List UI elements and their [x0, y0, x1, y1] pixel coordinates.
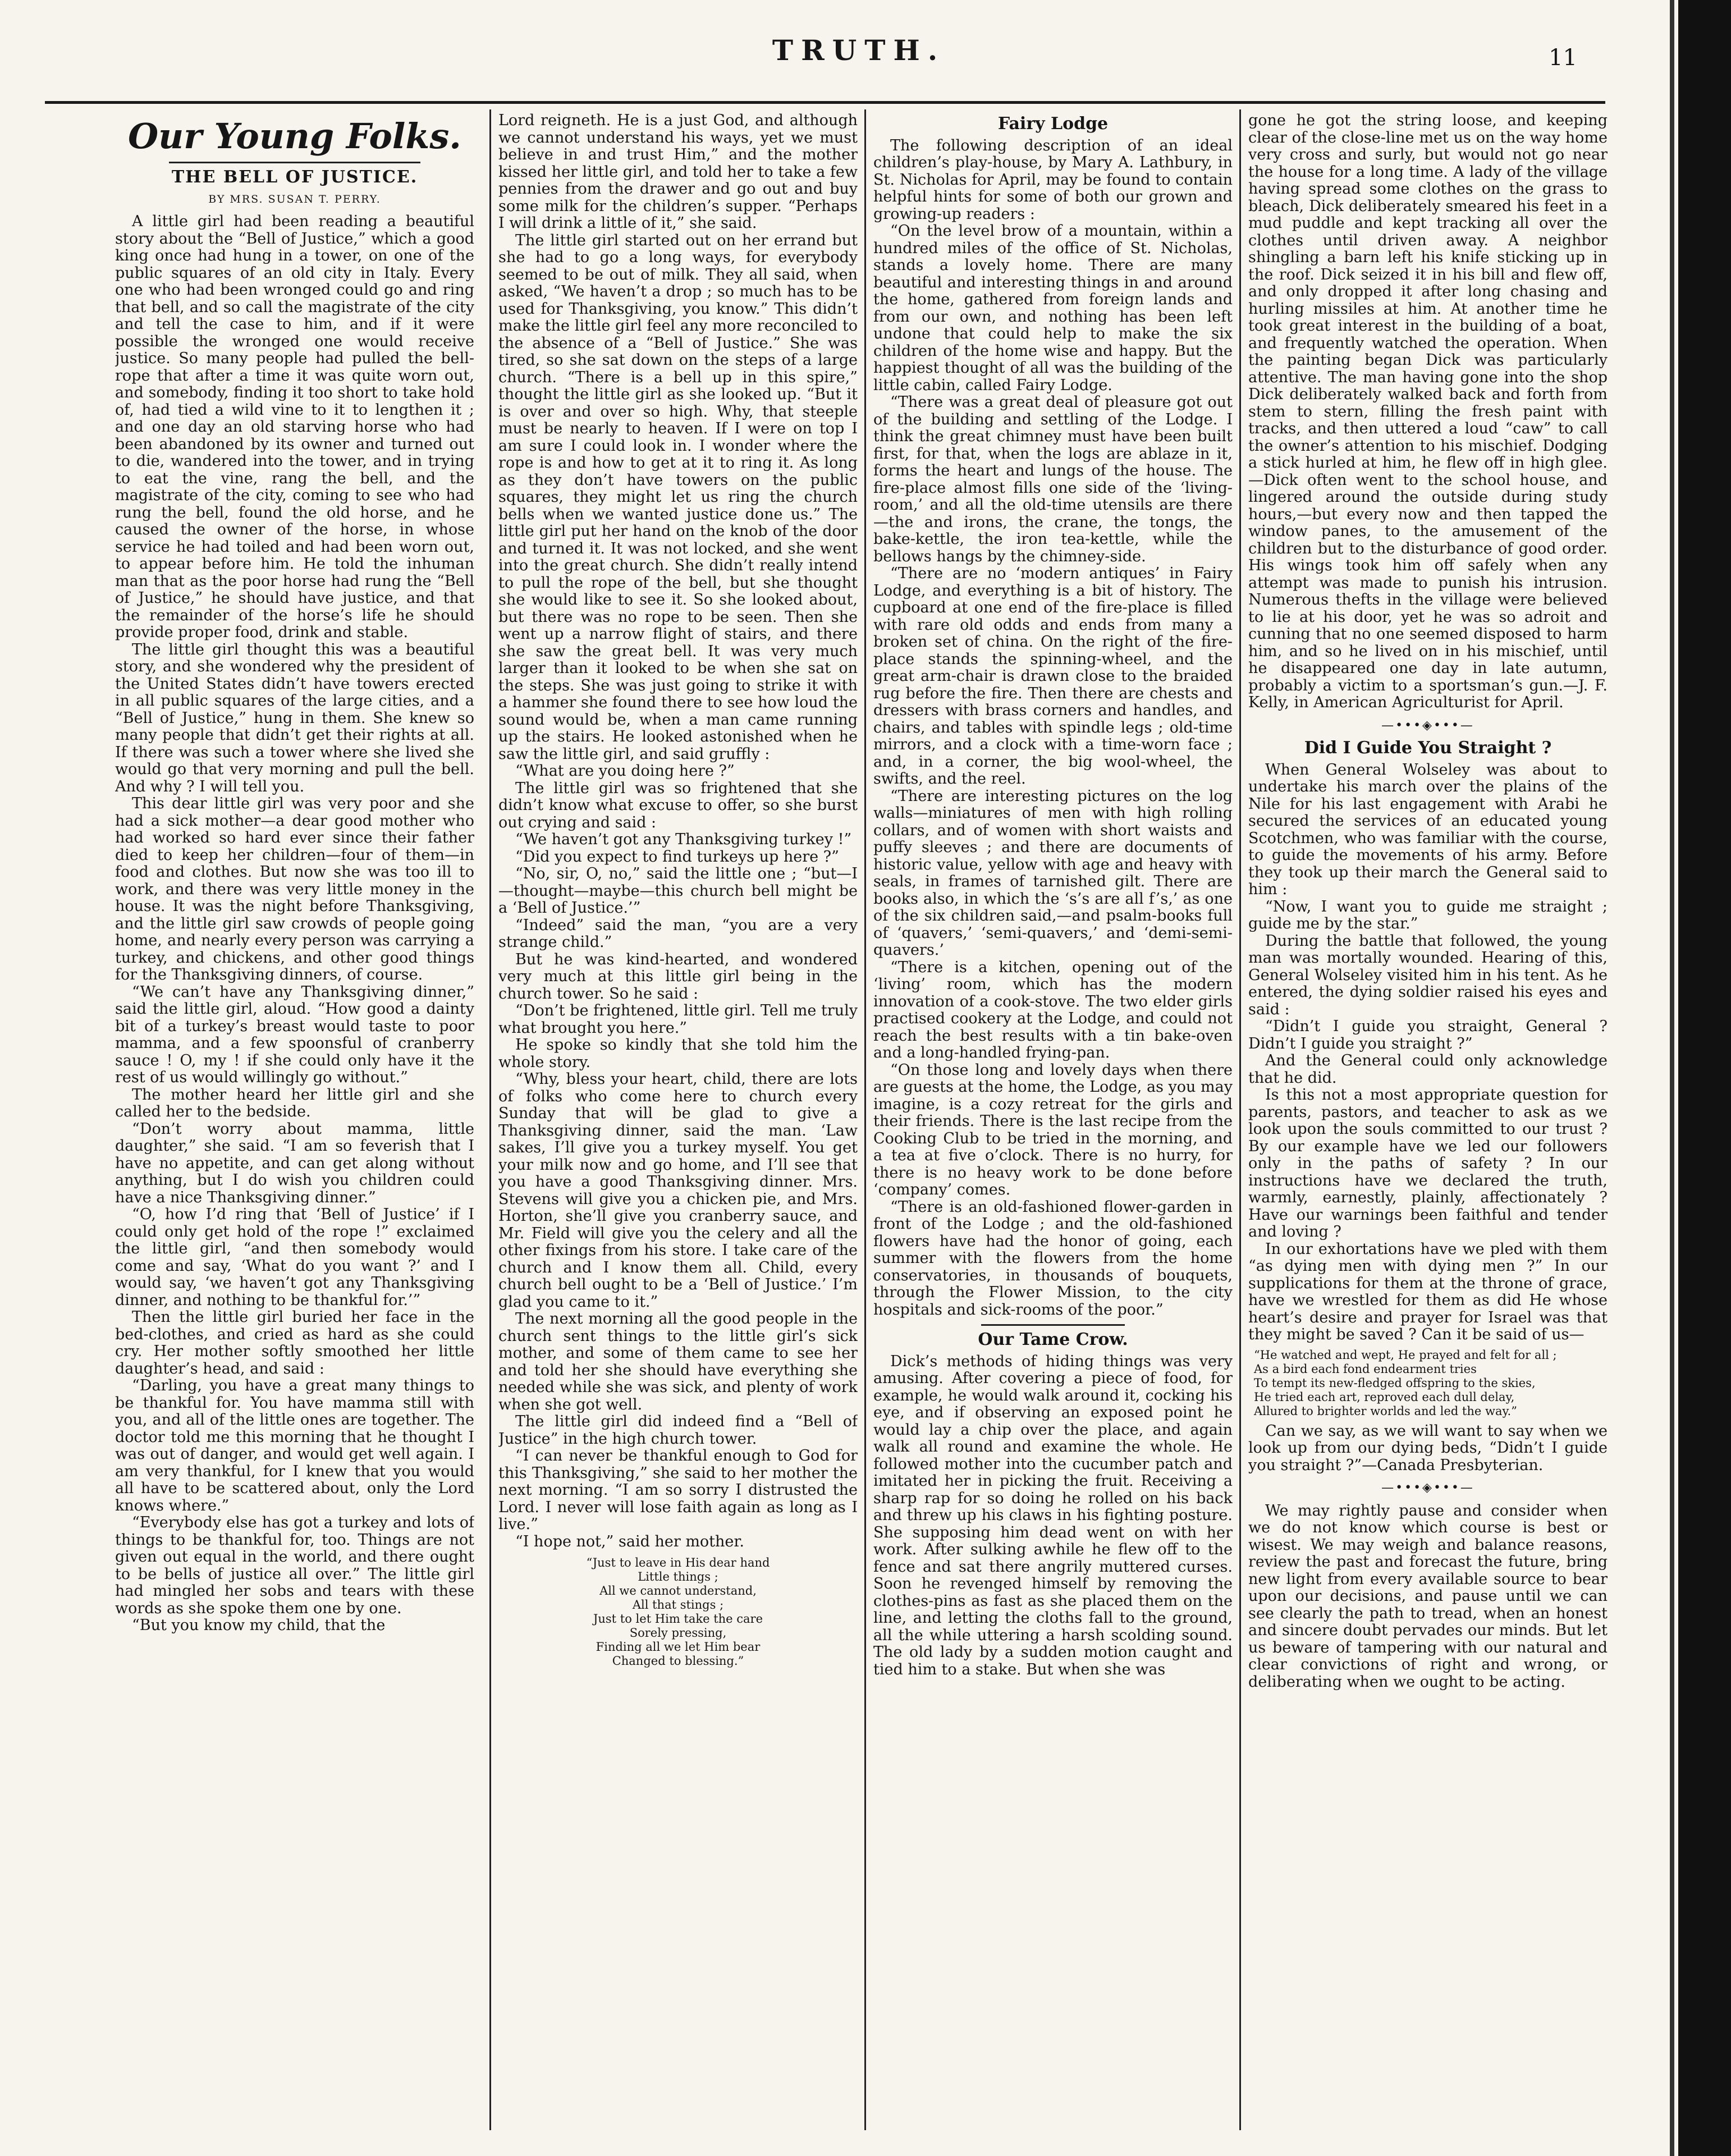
masthead-title: TRUTH.: [772, 34, 946, 67]
paragraph: Can we say, as we will want to say when we look up from our dying beds, “Didn’t I guide you straight ?”—Canada Presbyterian.: [1248, 1422, 1608, 1474]
column-1: [115, 112, 474, 2144]
divider: [169, 162, 420, 163]
paragraph: Then the little girl buried her face in the bed-clothes, and cried as hard as she could cry. Her mother softly smoothed her little daughter’s head, and said :: [115, 1308, 474, 1377]
ornamental-divider: —•••◈•••—: [1381, 718, 1474, 733]
column-rule: [864, 109, 866, 2130]
poem-line: Just to let Him take the care: [593, 1612, 763, 1626]
column-4: [1248, 112, 1608, 2144]
poem-line: “He watched and wept, He prayed and felt for all ;: [1254, 1348, 1557, 1362]
paragraph: “We can’t have any Thanksgiving dinner,” said the little girl, aloud. “How good a dainty bit of a turkey’s breast would taste to poor mamma, and a few spoonsful of cranberry sauce ! O, my ! if she could only have it the rest of us would willingly go without.”: [115, 983, 474, 1086]
paragraph: “On those long and lovely days when there are guests at the home, the Lodge, as you may imagine, is a cozy retreat for the girls and their friends. There is the last recipe from the Cooking Club to be tried in the morning, and a tea at five o’clock. There is no hurry, for there is no heavy work to be done before ‘company’ comes.: [873, 1061, 1233, 1198]
paragraph: “Don’t be frightened, little girl. Tell me truly what brought you here.”: [498, 1002, 858, 1037]
paragraph: “Now, I want you to guide me straight ; guide me by the star.”: [1248, 898, 1608, 932]
poem-line: “Just to leave in His dear hand: [586, 1556, 770, 1569]
paragraph: “Why, bless your heart, child, there are lots of folks who come here to church every Sunday that will be glad to give a Thanksgiving dinner, said the man. ‘Law sakes, I’ll give you a turkey myself. You get your milk now and go home, and I’ll see that you have a good Thanksgiving dinner. Mrs. Stevens will give you a chicken pie, and Mrs. Horton, she’ll give you cranberry sauce, and Mr. Field will give you the celery and all the other fixings from his store. I take care of the church and I know them all. Child, every church bell ought to be a ‘Bell of Justice.’ I’m glad you came to it.”: [498, 1070, 858, 1311]
byline: BY MRS. SUSAN T. PERRY.: [208, 193, 381, 205]
paragraph: “Did you expect to find turkeys up here ?”: [515, 848, 839, 866]
paragraph: “We haven’t got any Thanksgiving turkey !”: [515, 831, 852, 848]
paragraph: gone he got the string loose, and keeping clear of the close-line met us on the way home very cross and surly, but would not go near the house for a long time. A lady of the village having spread some clothes on the grass to bleach, Dick deliberately smeared his feet in a mud puddle and kept tracking all over the clothes until driven away. A neighbor shingling a barn left his knife sticking up in the roof. Dick seized it in his bill and flew off, and only dropped it after long chasing and hurling missiles at him. At another time he took great interest in the building of a boat, and frequently watched the operation. When the painting began Dick was particularly attentive. The man having gone into the shop Dick deliberately walked back and forth from stem to stern, filling the fresh paint with tracks, and then uttered a loud “caw” to call the owner’s attention to his mischief. Dodging a stick hurled at him, he flew off in high glee.—Dick often went to the school house, and lingered around the outside during study hours,—but every now and then tapped the window panes, to the amusement of the children but to the disturbance of good order. His wings took him off safely when any attempt was made to punish his intrusion. Numerous thefts in the village were believed to lie at his door, yet he was so adroit and cunning that no one seemed disposed to harm him, and so he lived on in his mischief, until he disappeared one day in late autumn, probably a victim to a sportsman’s gun.—J. F. Kelly, in American Agriculturist for April.: [1248, 112, 1608, 711]
paragraph: “There is an old-fashioned flower-garden in front of the Lodge ; and the old-fashioned flowers have had the honor of going, each summer with the flowers from the home conservatories, in thousands of bouquets, through the Flower Mission, to the city hospitals and sick-rooms of the poor.”: [873, 1198, 1233, 1319]
column-3: [873, 112, 1233, 2144]
poem: [498, 1556, 858, 1668]
paragraph: During the battle that followed, the young man was mortally wounded. Hearing of this, General Wolseley visited him in his tent. As he entered, the dying soldier raised his eyes and said :: [1248, 932, 1608, 1018]
paragraph: Lord reigneth. He is a just God, and although we cannot understand his ways, yet we must believe in and trust Him,” and the mother kissed her little girl, and told her to take a few pennies from the drawer and go out and buy some milk for the children’s supper. “Perhaps I will drink a little of it,” she said.: [498, 112, 858, 232]
paragraph: “But you know my child, that the: [132, 1617, 386, 1634]
paragraph: When General Wolseley was about to undertake his march over the plains of the Nile for his last engagement with Arabi he secured the services of an educated young Scotchmen, who was familiar with the course, to guide the movements of his army. Before they took up their march the General said to him :: [1248, 761, 1608, 898]
poem-line: He tried each art, reproved each dull delay,: [1254, 1390, 1515, 1404]
header-rule: [45, 101, 1605, 104]
page-number: 11: [1549, 45, 1577, 71]
column-2: [498, 112, 858, 2144]
paragraph: The little girl did indeed find a “Bell of Justice” in the high church tower.: [498, 1413, 858, 1448]
paragraph: The mother heard her little girl and she called her to the bedside.: [115, 1086, 474, 1120]
paragraph: “There are no ‘modern antiques’ in Fairy Lodge, and everything is a bit of history. The cupboard at one end of the fire-place is filled with rare old odds and ends from many a broken set of china. On the right of the fire-place stands the spinning-wheel, and the great arm-chair is drawn close to the braided rug before the fire. Then there are chests and dressers with brass corners and handles, and chairs, and tables with spindle legs ; old-time mirrors, and a clock with a time-worn face ; and, in a corner, the big wool-wheel, the swifts, and the reel.: [873, 565, 1233, 788]
column-rule: [1239, 109, 1241, 2130]
paragraph: “I can never be thankful enough to God for this Thanksgiving,” she said to her mother the next morning. “I am so sorry I distrusted the Lord. I never will lose faith again as long as I live.”: [498, 1447, 858, 1533]
poem-line: To tempt its new-fledged offspring to the skies,: [1254, 1376, 1536, 1390]
paragraph: “Darling, you have a great many things to be thankful for. You have mamma still with you, and all of the little ones are together. The doctor told me this morning that he thought I was out of danger, and would get well again. I am very thankful, for I knew that you would all have to be scattered about, only the Lord knows where.”: [115, 1377, 474, 1514]
ornamental-divider: —•••◈•••—: [1381, 1481, 1474, 1495]
section-title: Our Young Folks.: [128, 116, 461, 157]
article-title: Did I Guide You Straight ?: [1304, 738, 1552, 758]
paragraph: The little girl was so frightened that she didn’t know what excuse to offer, so she burst out crying and said :: [498, 779, 858, 831]
paragraph: “On the level brow of a mountain, within a hundred miles of the office of St. Nicholas, stands a lovely home. There are many beautiful and interesting things in and around the home, gathered from foreign lands and from our own, and nothing has been left undone that could help to make the six children of the home wise and happy. But the happiest thought of all was the building of the little cabin, called Fairy Lodge.: [873, 222, 1233, 394]
poem-line: Allured to brighter worlds and led the way.”: [1254, 1404, 1517, 1418]
poem: [1254, 1348, 1608, 1418]
paragraph: “What are you doing here ?”: [515, 762, 735, 780]
poem-line: As a bird each fond endearment tries: [1254, 1362, 1477, 1376]
poem-line: Little things ;: [638, 1570, 718, 1583]
paragraph: “Don’t worry about mamma, little daughter,” she said. “I am so feverish that I have no appetite, and can get along without anything, but I do wish you children could have a nice Thanksgiving dinner.”: [115, 1120, 474, 1206]
poem-line: Finding all we let Him bear: [596, 1640, 761, 1654]
paragraph: “There are interesting pictures on the log walls—miniatures of men with high rolling collars, and of women with short waists and puffy sleeves ; and there are documents of historic value, yellow with age and heavy with seals, in frames of tarnished gilt. There are books also, in which the ‘s’s are all f’s,’ as one of the six children said,—and psalm-books full of ‘quavers,’ ‘semi-quavers,’ and ‘demi-semi-quavers.’: [873, 787, 1233, 959]
paragraph: Is this not a most appropriate question for parents, pastors, and teacher to ask as we look upon the souls committed to our trust ? By our example have we led our followers only in the paths of safety ? In our instructions have we declared the truth, warmly, earnestly, plainly, affectionately ? Have our warnings been faithful and tender and loving ?: [1248, 1086, 1608, 1240]
paragraph: “Didn’t I guide you straight, General ? Didn’t I guide you straight ?”: [1248, 1018, 1608, 1052]
paragraph: The little girl thought this was a beautiful story, and she wondered why the president of the United States didn’t have towers erected in all public squares of the large cities, and a “Bell of Justice,” hung in them. She knew so many people that didn’t get their rights at all. If there was such a tower where she lived she would go that very morning and pull the bell. And why ? I will tell you.: [115, 640, 474, 795]
paragraph: But he was kind-hearted, and wondered very much at this little girl being in the church tower. So he said :: [498, 950, 858, 1003]
poem-line: Sorely pressing,: [629, 1626, 727, 1640]
paragraph: This dear little girl was very poor and she had a sick mother—a dear good mother who had worked so hard ever since their father died to keep her children—four of them—in food and clothes. But now she was too ill to work, and there was very little money in the house. It was the night before Thanksgiving, and the little girl saw crowds of people going home, and nearly every person was carrying a turkey, and chickens, and other good things for the Thanksgiving dinners, of course.: [115, 795, 474, 983]
paragraph: In our exhortations have we pled with them “as dying men with dying men ?” In our supplications for them at the throne of grace, have we wrestled for them as did He whose heart’s desire and prayer for Israel was that they might be saved ? Can it be said of us—: [1248, 1240, 1608, 1343]
paragraph: “O, how I’d ring that ‘Bell of Justice’ if I could only get hold of the rope !” exclaimed the little girl, “and then somebody would come and say, ‘What do you want ?’ and I would say, ‘we haven’t got any Thanksgiving dinner, and nothing to be thankful for.’”: [115, 1206, 474, 1309]
paragraph: He spoke so kindly that she told him the whole story.: [498, 1036, 858, 1071]
poem-line: All that stings ;: [632, 1598, 724, 1612]
paragraph: “There was a great deal of pleasure got out of the building and settling of the Lodge. I think the great chimney must have been built first, for that, when the logs are ablaze in it, forms the heart and lungs of the house. The fire-place almost fills one side of the ‘living-room,’ and all the old-time utensils are there—the and irons, the crane, the tongs, the bake-kettle, the iron tea-kettle, while the bellows hangs by the chimney-side.: [873, 393, 1233, 565]
paragraph: A little girl had been reading a beautiful story about the “Bell of Justice,” which a good king once had hung in a tower, on one of the public squares of an old city in Italy. Every one who had been wronged could go and ring that bell, and so call the magistrate of the city and tell the case to him, and if it were possible the wronged one would receive justice. So many people had pulled the bell-rope that after a time it was quite worn out, and somebody, finding it too short to take hold of, had tied a wild vine to it to lengthen it ; and one day an old starving horse who had been abandoned by its owner and turned out to die, wandered into the tower, and in trying to eat the vine, rang the bell, and the magistrate of the city, coming to see who had rung the bell, found the old horse, and he caused the owner of the horse, in whose service he had toiled and had been worn out, to appear before him. He told the inhuman man that as the poor horse had rung the “Bell of Justice,” he should have justice, and that the remainder of the horse’s life he should provide proper food, drink and stable.: [115, 213, 474, 641]
story-title: THE BELL OF JUSTICE.: [171, 167, 418, 187]
paragraph: “Indeed” said the man, “you are a very strange child.”: [498, 916, 858, 951]
scan-edge-inner: [1670, 0, 1674, 2156]
article-title: Our Tame Crow.: [978, 1330, 1128, 1349]
paragraph: “I hope not,” said her mother.: [515, 1532, 744, 1550]
paragraph: “There is a kitchen, opening out of the ‘living’ room, which has the modern innovation of a cook-stove. The two elder girls practised cookery at the Lodge, and could not reach the best results with a tin bake-oven and a long-handled frying-pan.: [873, 958, 1233, 1061]
paragraph: We may rightly pause and consider when we do not know which course is best or wisest. We may weigh and balance reasons, review the past and forecast the future, bring new light from every available source to bear upon our decisions, and pause until we can see clearly the path to tread, when an honest and sincere doubt pervades our minds. But let us beware of tampering with our natural and clear convictions of right and wrong, or deliberating when we ought to be acting.: [1248, 1502, 1608, 1691]
paragraph: The little girl started out on her errand but she had to go a long ways, for everybody seemed to be out of milk. They all said, when asked, “We haven’t a drop ; so much has to be used for Thanksgiving, you know.” This didn’t make the little girl feel any more reconciled to the absence of a “Bell of Justice.” She was tired, so she sat down on the steps of a large church. “There is a bell up in this spire,” thought the little girl as she looked up. “But it is over and over so high. Why, that steeple must be nearly to heaven. If I were on top I am sure I could look in. I wonder where the rope is and how to get at it to ring it. As long as they don’t have towers on the public squares, they might let us ring the church bells when we wanted justice done us.” The little girl put her hand on the knob of the door and turned it. It was not locked, and she went into the great church. She didn’t really intend to pull the rope of the bell, but she thought she would like to see it. So she looked about, but there was no rope to be seen. Then she went up a narrow flight of stairs, and there she saw the great bell. It was very much larger than it looked to be when she sat on the steps. She was just going to strike it with a hammer she found there to see how loud the sound would be, when a man came running up the stairs. He looked astonished when he saw the little girl, and said gruffly :: [498, 231, 858, 763]
column-rule: [489, 109, 491, 2130]
paragraph: The following description of an ideal children’s play-house, by Mary A. Lathbury, in St. Nicholas for April, may be found to contain helpful hints for some of both our grown and growing-up readers :: [873, 136, 1233, 223]
paragraph: And the General could only acknowledge that he did.: [1248, 1052, 1608, 1087]
paragraph: “Everybody else has got a turkey and lots of things to be thankful for, too. Things are not given out equal in the world, and there ought to be bells of justice all over.” The little girl had mingled her sobs and tears with these words as she spoke them one by one.: [115, 1514, 474, 1617]
poem-line: All we cannot understand,: [599, 1584, 757, 1597]
article-title: Fairy Lodge: [997, 114, 1109, 134]
divider: [981, 1324, 1125, 1326]
scan-edge-shadow: [1678, 0, 1731, 2156]
poem-line: Changed to blessing.”: [612, 1654, 744, 1668]
paragraph: “No, sir, O, no,” said the little one ; “but—I—thought—maybe—this church bell might be a ‘Bell of Justice.’”: [498, 865, 858, 917]
paragraph: Dick’s methods of hiding things was very amusing. After covering a piece of food, for example, he would walk around it, cocking his eye, and if observing an exposed point he would lay a chip over the place, and again walk all round and examine the whole. He followed mother into the cucumber patch and imitated her in picking the fruit. Receiving a sharp rap for so doing he rolled on his back and threw up his claws in his fighting posture. She supposing him dead went on with her work. After sulking awhile he flew off to the fence and sat there angrily muttered curses. Soon he revenged himself by removing the clothes-pins as fast as she placed them on the line, and letting the cloths fall to the ground, all the while uttering a harsh scolding sound. The old lady by a sudden motion caught and tied him to a stake. But when she was: [873, 1352, 1233, 1678]
paragraph: The next morning all the good people in the church sent things to the little girl’s sick mother, and some of them came to see her and told her she should have everything she needed while she was sick, and plenty of work when she got well.: [498, 1310, 858, 1413]
